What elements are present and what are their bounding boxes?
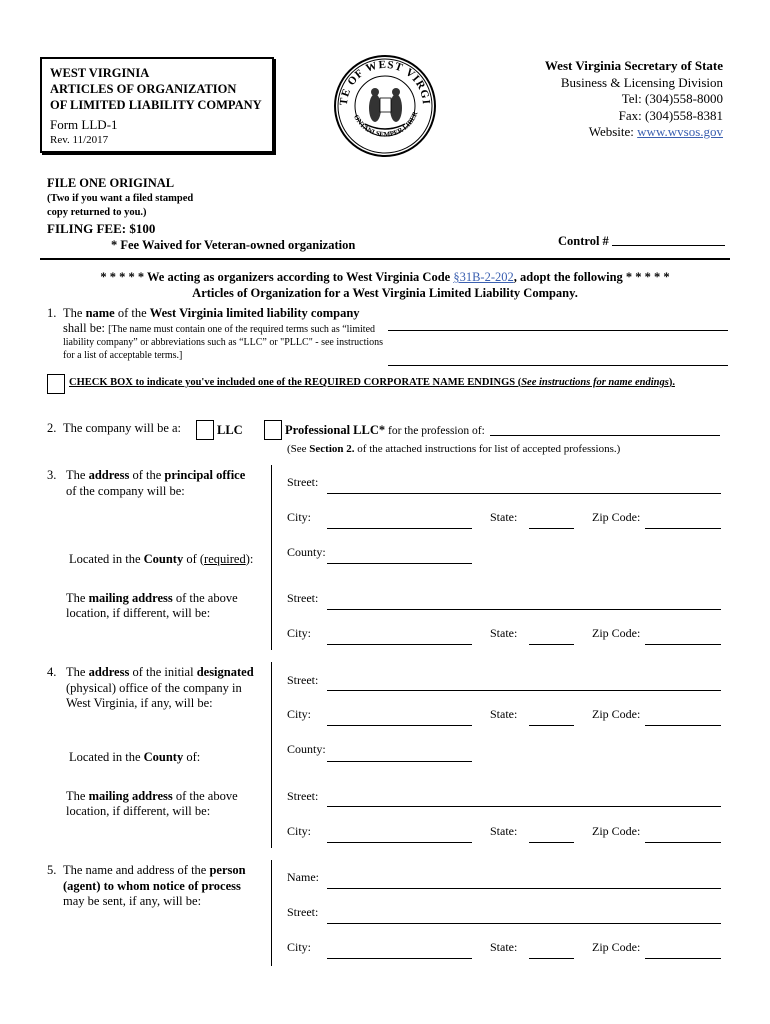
form-number: Form LLD-1 — [50, 117, 118, 132]
s3-state-field[interactable] — [529, 528, 574, 529]
s5-street-field[interactable] — [327, 923, 721, 924]
s1-note1: [The name must contain one of the required terms such as “limited — [108, 324, 376, 335]
s4-county-end: of: — [183, 750, 201, 764]
s1-number: 1. — [47, 306, 57, 320]
s5-title1 — [63, 862, 246, 878]
s3-mail-state-field[interactable] — [529, 644, 574, 645]
s3-county-end: ): — [245, 552, 254, 566]
s4-mail-state-field[interactable] — [529, 842, 574, 843]
office-name: West Virginia Secretary of State — [544, 58, 723, 73]
header-divider — [40, 258, 730, 260]
s3-county-pre: Located in the — [69, 552, 144, 566]
s5-title3: may be sent, if any, will be: — [63, 894, 202, 908]
s1-title — [63, 305, 360, 321]
form-title-line1: WEST VIRGINIA — [50, 66, 150, 80]
s4-title3: West Virginia, if any, will be: — [66, 696, 213, 710]
check-end: ). — [668, 377, 675, 388]
s4-state-label: State: — [490, 707, 518, 721]
s3-t1-pre: The — [66, 468, 89, 482]
s5-city-field[interactable] — [327, 958, 472, 959]
s1-t-mid: of the — [114, 306, 150, 320]
s3-mail-city-label: City: — [287, 626, 312, 640]
s2-text: The company will be a: — [63, 421, 182, 435]
control-number-field[interactable] — [612, 245, 725, 246]
s1-note — [63, 336, 383, 362]
check-text: CHECK BOX to indicate you've included one of the REQUIRED CORPORATE NAME ENDINGS ( — [69, 377, 522, 388]
s3-mail2: location, if different, will be: — [66, 606, 211, 620]
s4-county-pre: Located in the — [69, 750, 144, 764]
s4-mail2: location, if different, will be: — [66, 804, 211, 818]
form-title-line3: OF LIMITED LIABILITY COMPANY — [50, 98, 262, 112]
s3-city-field[interactable] — [327, 528, 472, 529]
s3-zip-label: Zip Code: — [592, 510, 641, 524]
s4-divider — [271, 662, 272, 848]
s4-zip-field[interactable] — [645, 725, 721, 726]
filing-fee-label: FILING FEE — [47, 221, 122, 236]
s1-t-pre: The — [63, 306, 86, 320]
s4-city-label: City: — [287, 707, 312, 721]
s3-mail-zip-field[interactable] — [645, 644, 721, 645]
website-label: Website: — [588, 124, 638, 139]
stamped-copy-note-1: (Two if you want a filed stamped — [47, 193, 194, 204]
website-line — [545, 124, 723, 141]
s3-title2: of the company will be: — [66, 484, 185, 498]
s4-mail-zip-field[interactable] — [645, 842, 721, 843]
s2-see-note — [287, 443, 620, 455]
intro-text — [0, 269, 770, 301]
s3-county-field[interactable] — [327, 563, 472, 564]
file-one-original: FILE ONE ORIGINAL — [47, 176, 175, 190]
s3-mail1 — [66, 590, 238, 606]
s3-t1-b1: address — [88, 468, 130, 482]
s5-name-field[interactable] — [327, 888, 721, 889]
s3-mail-pre: The — [66, 591, 89, 605]
s3-county-text — [69, 551, 253, 567]
pllc-checkbox[interactable] — [264, 420, 282, 440]
s4-t1-pre: The — [66, 665, 89, 679]
s5-street-label: Street: — [287, 905, 319, 919]
form-title-box — [40, 57, 274, 153]
s3-mail-state-label: State: — [490, 626, 518, 640]
see-pre: (See — [287, 443, 310, 455]
s3-mail-b: mailing address — [88, 591, 173, 605]
form-revision: Rev. 11/2017 — [50, 134, 109, 146]
s3-county-req: required — [204, 552, 246, 566]
see-bold: Section 2. — [309, 443, 355, 455]
s3-mail-street-label: Street: — [287, 591, 319, 605]
website-link[interactable]: www.wvsos.gov — [637, 124, 723, 139]
s4-street-field[interactable] — [327, 690, 721, 691]
s4-mail-city-field[interactable] — [327, 842, 472, 843]
s5-state-field[interactable] — [529, 958, 574, 959]
company-name-field-2[interactable] — [388, 365, 728, 366]
s4-mail-post: of the above — [172, 789, 238, 803]
s3-county-label: County: — [287, 545, 326, 559]
fax-number: Fax: (304)558-8381 — [618, 107, 723, 123]
intro-line1 — [0, 269, 770, 285]
s3-county-mid: of ( — [183, 552, 205, 566]
s1-t-bold: West Virginia limited liability company — [149, 306, 360, 320]
s4-county-field[interactable] — [327, 761, 472, 762]
name-ending-checkbox[interactable] — [47, 374, 65, 394]
intro-line2: Articles of Organization for a West Virginia Limited Liability Company. — [192, 286, 578, 300]
pllc-label-bold: Professional LLC* — [285, 423, 386, 437]
s5-divider — [271, 860, 272, 966]
s4-t1-mid: of the initial — [129, 665, 197, 679]
company-name-field-1[interactable] — [388, 330, 728, 331]
seal-motto: ONTANI SEMPER LIBER — [352, 110, 420, 139]
s5-t1-b: person — [209, 863, 246, 877]
name-ending-check-text — [69, 377, 675, 388]
s5-title2: (agent) to whom notice of process — [63, 879, 241, 893]
s3-title1 — [66, 467, 245, 483]
s3-state-label: State: — [490, 510, 518, 524]
s4-mail-street-label: Street: — [287, 789, 319, 803]
stamped-copy-note — [47, 192, 193, 220]
s3-street-field[interactable] — [327, 493, 721, 494]
intro-line1-pre: * * * * * We acting as organizers according to West Virginia Code — [100, 270, 454, 284]
profession-field[interactable] — [490, 435, 720, 436]
control-number-label: Control # — [558, 234, 609, 248]
s5-t1-pre: The name and address of the — [63, 863, 210, 877]
s4-mail-street-field[interactable] — [327, 806, 721, 807]
pllc-for: for the profession of: — [385, 425, 485, 437]
s4-mail-b: mailing address — [88, 789, 173, 803]
s4-title1 — [66, 664, 254, 680]
see-post: of the attached instructions for list of accepted professions.) — [354, 443, 621, 455]
s4-street-label: Street: — [287, 673, 319, 687]
s4-mail1 — [66, 788, 238, 804]
form-title-line2: ARTICLES OF ORGANIZATION — [50, 82, 237, 96]
s3-divider — [271, 465, 272, 650]
s5-city-label: City: — [287, 940, 312, 954]
s4-county-label: County: — [287, 742, 326, 756]
filing-fee — [47, 221, 155, 237]
s4-title2: (physical) office of the company in — [66, 681, 242, 695]
code-link[interactable]: §31B-2-202 — [453, 270, 514, 284]
s1-shall-be-label: shall be: — [63, 321, 109, 335]
s4-state-field[interactable] — [529, 725, 574, 726]
s3-zip-field[interactable] — [645, 528, 721, 529]
s4-mail-city-label: City: — [287, 824, 312, 838]
check-italic: See instructions for name endings — [521, 377, 669, 388]
s4-mail-state-label: State: — [490, 824, 518, 838]
s5-state-label: State: — [490, 940, 518, 954]
s4-county-b: County — [143, 750, 184, 764]
s3-mail-street-field[interactable] — [327, 609, 721, 610]
s5-name-label: Name: — [287, 870, 319, 884]
s4-zip-label: Zip Code: — [592, 707, 641, 721]
phone-number: Tel: (304)558-8000 — [621, 91, 723, 106]
seal-top-text: TE OF WEST VIRGI — [337, 58, 433, 107]
s4-t1-b2: designated — [196, 665, 254, 679]
s4-mail-zip-label: Zip Code: — [592, 824, 641, 838]
s3-street-label: Street: — [287, 475, 319, 489]
sos-contact-block — [545, 58, 723, 141]
s2-number: 2. — [47, 421, 57, 435]
s4-city-field[interactable] — [327, 725, 472, 726]
filing-fee-value: : $100 — [121, 221, 156, 236]
s5-number: 5. — [47, 863, 57, 877]
intro-line1-post: , adopt the following * * * * * — [513, 270, 670, 284]
s4-mail-pre: The — [66, 789, 89, 803]
s3-mail-post: of the above — [172, 591, 238, 605]
s4-t1-b1: address — [88, 665, 130, 679]
s3-number: 3. — [47, 468, 57, 482]
pllc-label — [285, 422, 485, 439]
state-seal — [333, 54, 437, 158]
s1-note2: liability company” or abbreviations such as “LLC” or "PLLC" - see instructions — [63, 337, 384, 348]
s5-zip-field[interactable] — [645, 958, 721, 959]
llc-checkbox[interactable] — [196, 420, 214, 440]
division-name: Business & Licensing Division — [560, 74, 723, 90]
s5-zip-label: Zip Code: — [592, 940, 641, 954]
fee-waived-note: * Fee Waived for Veteran-owned organization — [111, 238, 356, 252]
s3-t1-b2: principal office — [164, 468, 246, 482]
s1-t-name: name — [85, 306, 115, 320]
stamped-copy-note-2: copy returned to you.) — [47, 207, 147, 218]
s4-county-text — [69, 749, 200, 765]
s4-number: 4. — [47, 665, 57, 679]
s3-mail-city-field[interactable] — [327, 644, 472, 645]
s1-note3: for a list of acceptable terms.] — [63, 350, 183, 361]
s3-county-b: County — [143, 552, 184, 566]
s3-t1-mid: of the — [129, 468, 165, 482]
s3-city-label: City: — [287, 510, 312, 524]
s3-mail-zip-label: Zip Code: — [592, 626, 641, 640]
llc-label: LLC — [217, 423, 243, 437]
